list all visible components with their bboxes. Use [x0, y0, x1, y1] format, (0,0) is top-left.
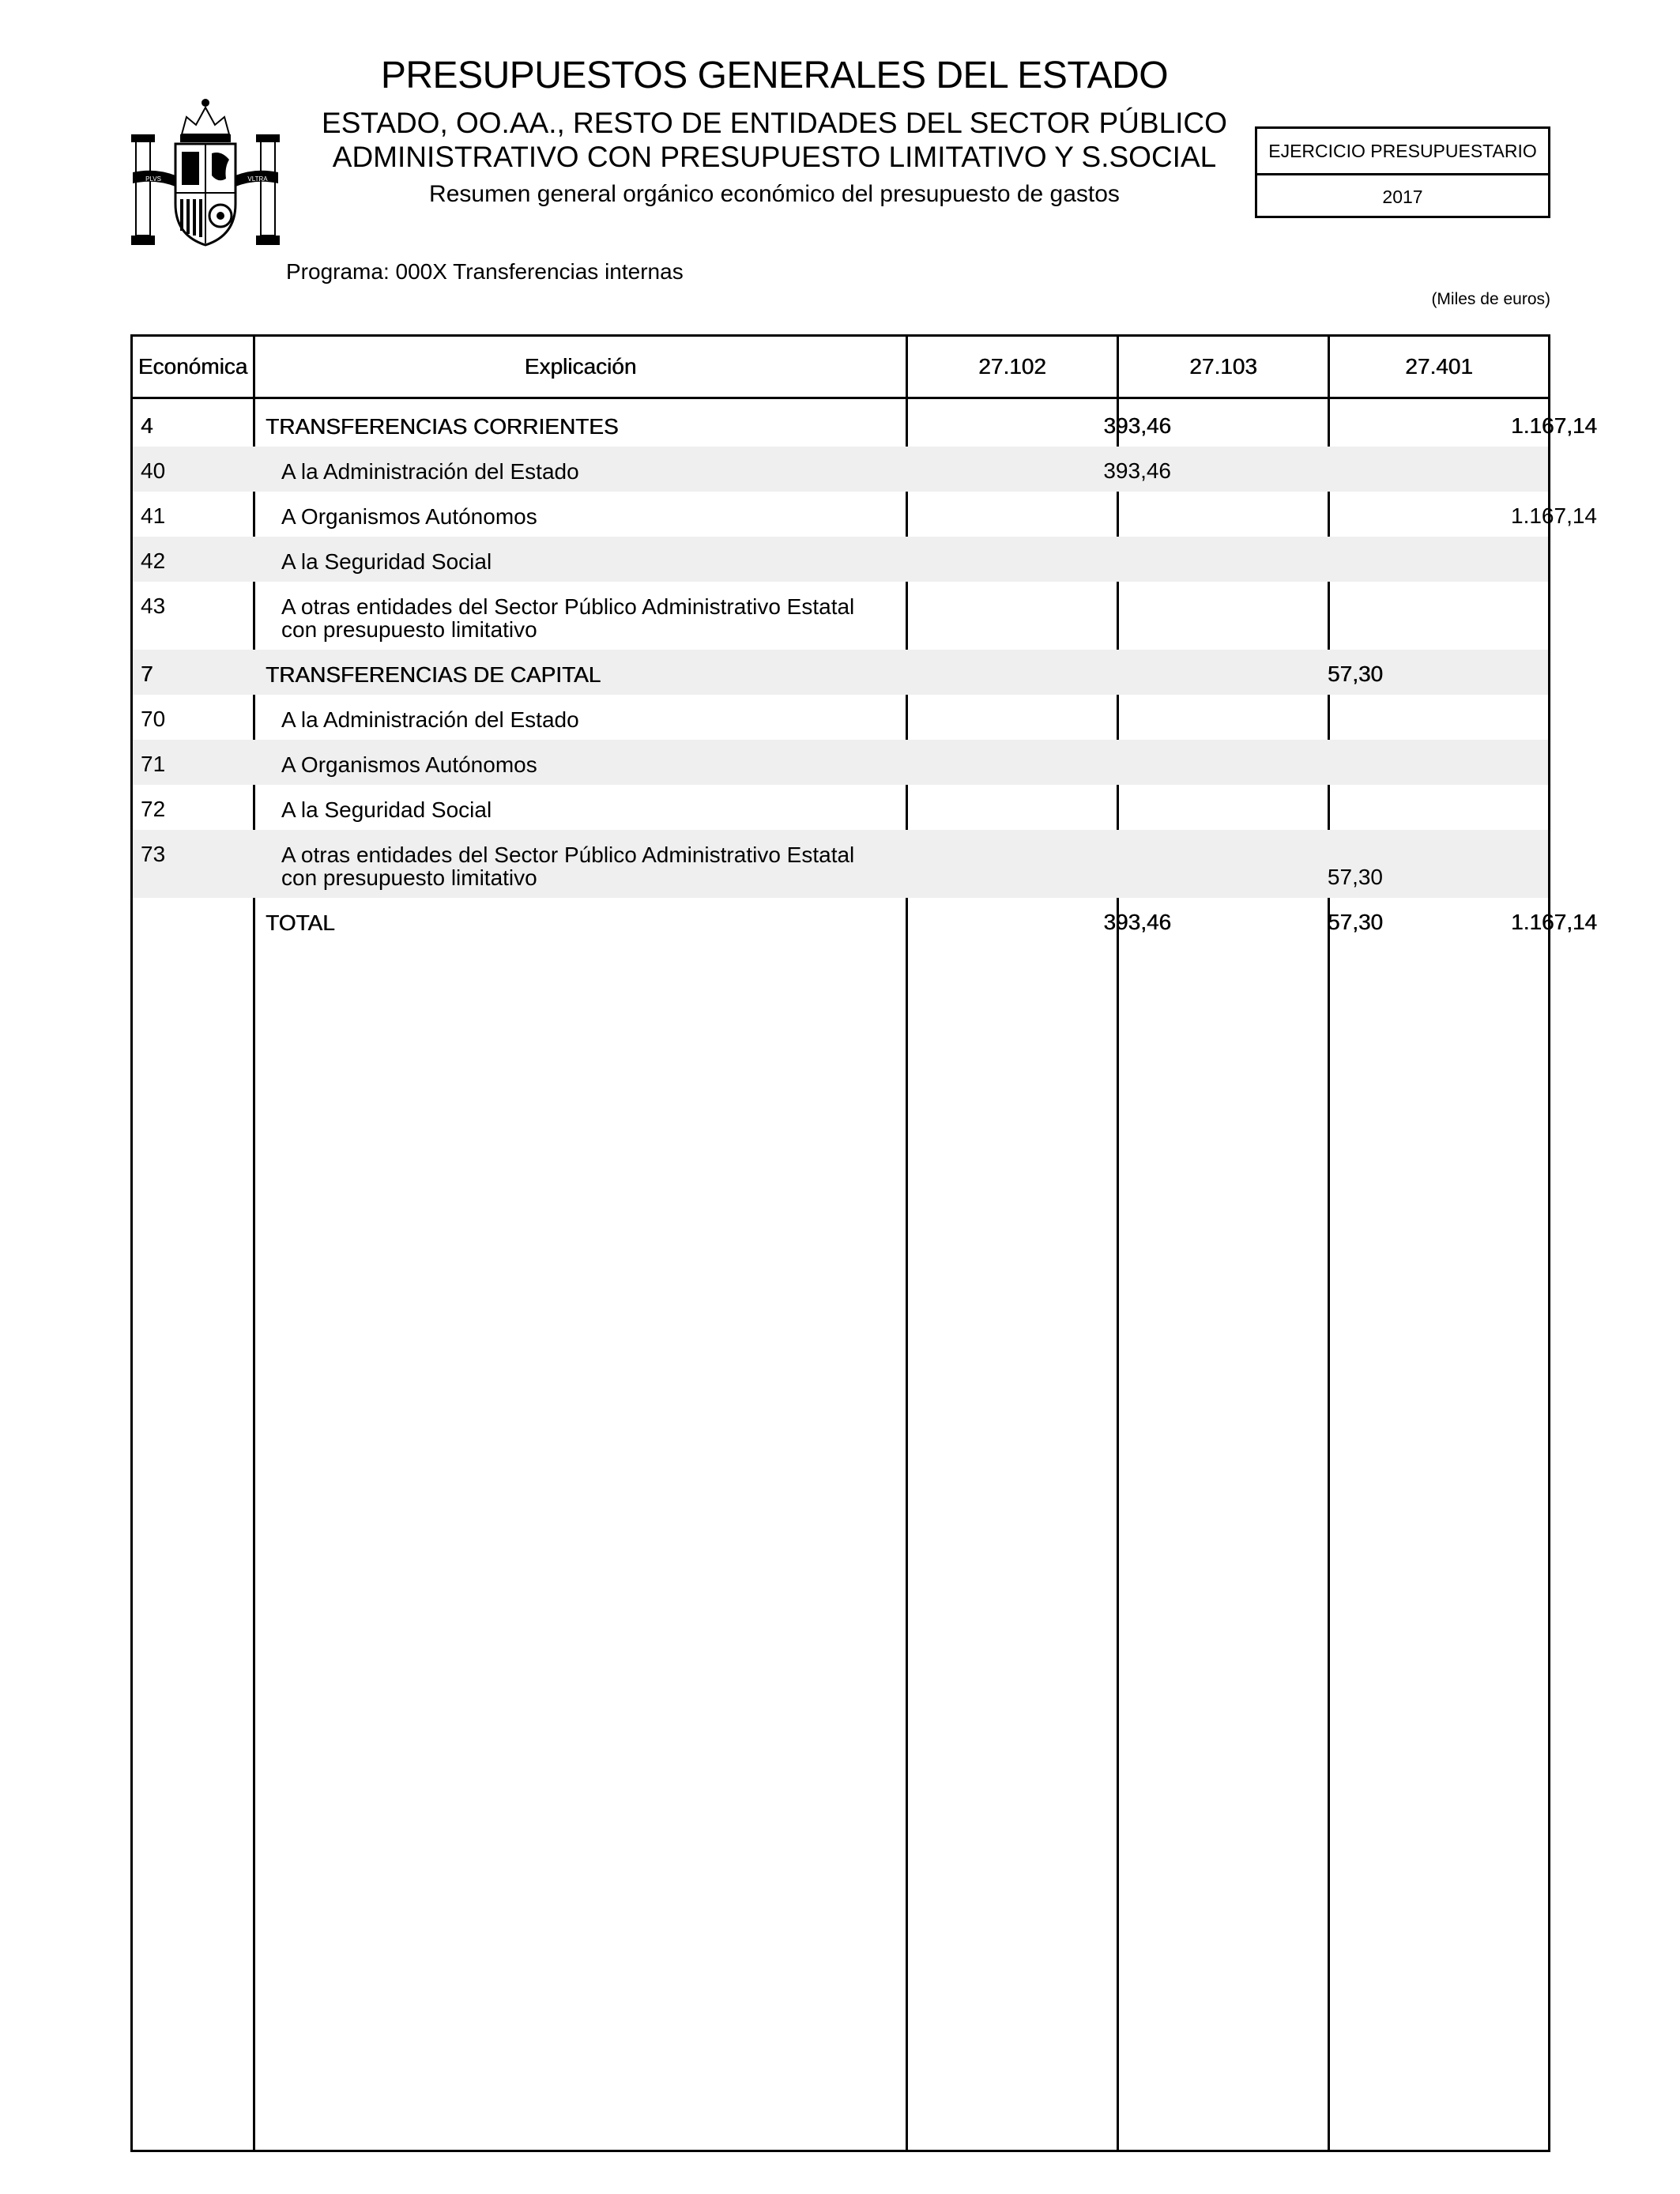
row-value-27401: 1.167,14: [1511, 413, 1597, 438]
row-description: A la Seguridad Social: [281, 797, 492, 822]
row-description-line-2: con presupuesto limitativo: [281, 865, 537, 890]
row-description: TRANSFERENCIAS CORRIENTES: [266, 414, 619, 439]
row-description: TRANSFERENCIAS DE CAPITAL: [266, 662, 601, 687]
row-description: TOTAL: [266, 910, 335, 935]
motto-left-text: PLVS: [145, 175, 161, 183]
table-row: [133, 650, 1548, 695]
row-description: A Organismos Autónomos: [281, 504, 537, 529]
table-row: [133, 695, 1548, 740]
row-description: A la Administración del Estado: [281, 459, 579, 484]
row-code: 73: [141, 842, 166, 866]
document-title: PRESUPUESTOS GENERALES DEL ESTADO: [380, 55, 1169, 96]
row-code: 4: [141, 413, 153, 438]
row-description: A Organismos Autónomos: [281, 752, 537, 777]
col-header-explicacion: Explicación: [524, 353, 637, 379]
table-row: [133, 830, 1548, 898]
ejercicio-label: EJERCICIO PRESUPUESTARIO: [1257, 129, 1548, 175]
row-description-line-1: A otras entidades del Sector Público Administrativo Estatal: [281, 843, 855, 867]
total-value-27102: 393,46: [1103, 910, 1171, 934]
row-description: A la Administración del Estado: [281, 707, 579, 732]
table-row-total: [133, 898, 1597, 943]
row-value-27102: 393,46: [1103, 458, 1171, 483]
col-header-27401: 27.401: [1405, 353, 1473, 379]
row-value-27401: 1.167,14: [1511, 503, 1597, 528]
row-code: 7: [141, 662, 153, 686]
total-value-27103: 57,30: [1327, 910, 1383, 934]
row-code: 72: [141, 797, 166, 821]
row-value-27103: 57,30: [1327, 662, 1383, 686]
col-header-27102: 27.102: [978, 353, 1046, 379]
row-description-line-2: con presupuesto limitativo: [281, 617, 537, 642]
document-subtitle: [300, 106, 1249, 174]
programa-label: Programa: 000X Transferencias internas: [286, 259, 684, 284]
table-row: [133, 740, 1548, 785]
table-row: [133, 785, 1548, 830]
units-label: (Miles de euros): [1431, 290, 1550, 308]
row-description: A la Seguridad Social: [281, 549, 492, 574]
table-row: [133, 492, 1597, 537]
table-row: [133, 537, 1548, 582]
row-value-27103: 57,30: [1327, 865, 1383, 889]
total-value-27401: 1.167,14: [1511, 910, 1597, 934]
row-code: 42: [141, 548, 166, 573]
header-divider: [130, 397, 1550, 399]
coat-of-arms-logo: [131, 93, 280, 253]
row-code: 41: [141, 503, 166, 528]
table-row: [133, 582, 1548, 650]
document-description: Resumen general orgánico económico del presupuesto de gastos: [429, 181, 1120, 207]
row-value-27102: 393,46: [1103, 413, 1171, 438]
ejercicio-value: 2017: [1382, 187, 1423, 207]
row-code: 43: [141, 594, 166, 618]
row-code: 70: [141, 707, 166, 731]
row-description-line-1: A otras entidades del Sector Público Administrativo Estatal: [281, 594, 855, 619]
col-header-27103: 27.103: [1189, 353, 1257, 379]
row-code: 40: [141, 458, 166, 483]
table-row: [133, 447, 1548, 492]
motto-right-text: VLTRA: [247, 175, 268, 183]
row-description: [281, 843, 929, 889]
col-header-economica: Económica: [137, 353, 248, 379]
ejercicio-box: [1255, 126, 1550, 218]
row-description: [281, 595, 929, 641]
subtitle-line-1: ESTADO, OO.AA., RESTO DE ENTIDADES DEL SECTOR PÚBLICO: [322, 107, 1227, 139]
subtitle-line-2: ADMINISTRATIVO CON PRESUPUESTO LIMITATIVO Y S.SOCIAL: [332, 141, 1217, 173]
table-row: [133, 401, 1597, 447]
row-code: 71: [141, 752, 166, 776]
